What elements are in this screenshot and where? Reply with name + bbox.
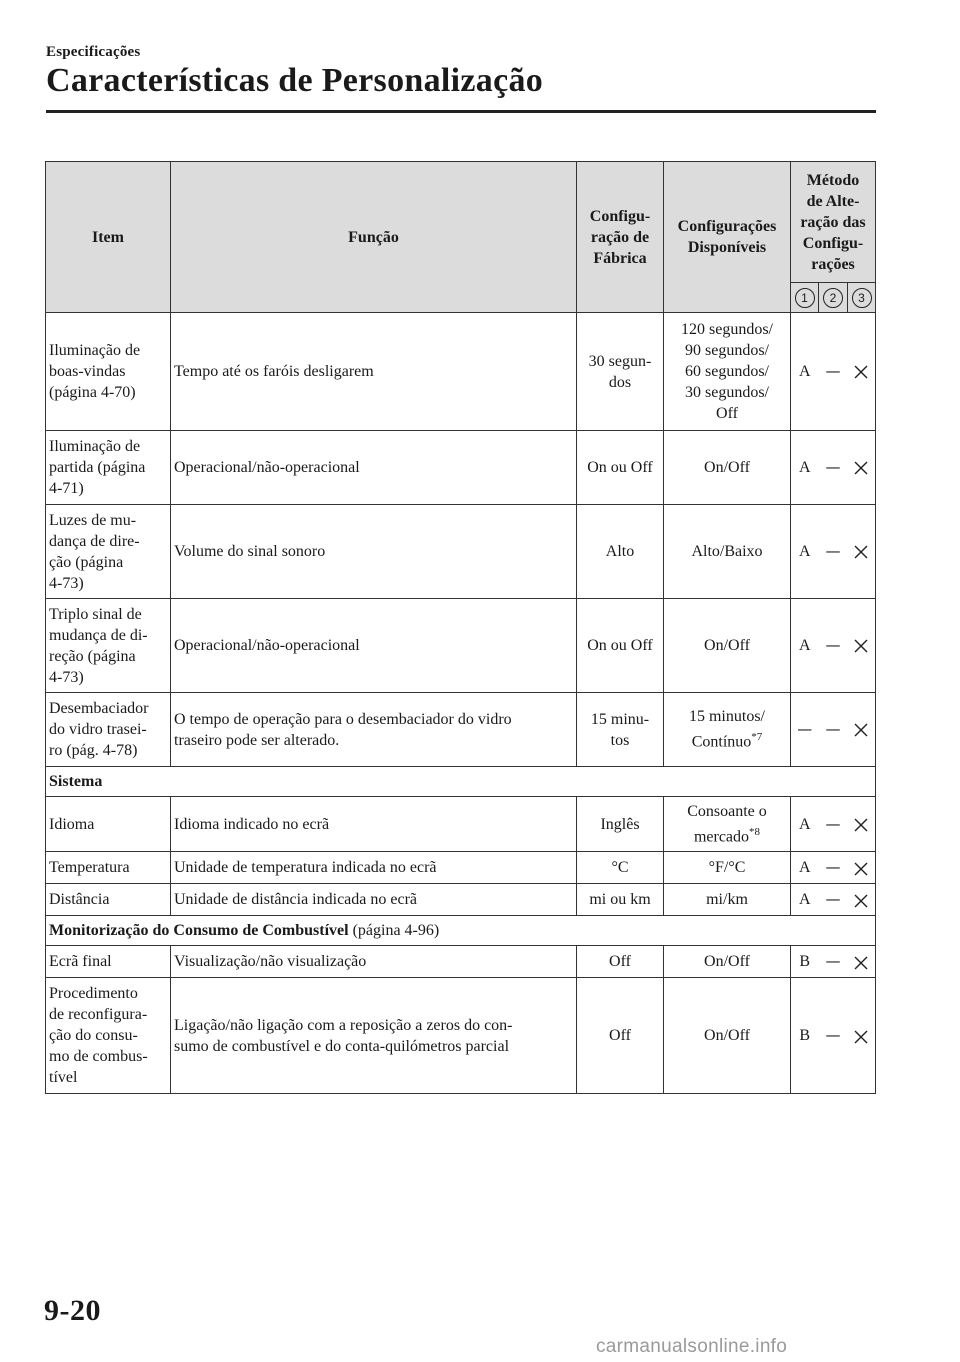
method-2-cell	[819, 978, 848, 1094]
method-value: B	[799, 1027, 811, 1045]
dash-mark: —	[825, 1026, 841, 1045]
item-cell: Ecrã final	[46, 946, 171, 978]
table-row	[46, 599, 876, 693]
available-settings-cell	[664, 884, 791, 916]
available-settings-cell	[664, 313, 791, 431]
method-1-cell	[791, 797, 819, 852]
cross-icon	[853, 638, 869, 654]
available-settings-cell	[664, 946, 791, 978]
factory-setting-cell: mi ou km	[577, 884, 664, 916]
function-cell: O tempo de operação para o desembaciador do vidro traseiro pode ser alterado.	[171, 693, 577, 767]
page-number: 9-20	[44, 1294, 101, 1327]
table-row	[46, 313, 876, 431]
column-header-factory-setting: Configu- ração de Fábrica	[577, 162, 664, 313]
available-settings-text: 120 segundos/ 90 segundos/ 60 segundos/ 30 segundos/ Off	[681, 321, 773, 422]
method-value: A	[798, 891, 811, 909]
available-settings-text: On/Off	[704, 953, 750, 971]
method-3-cell	[848, 599, 876, 693]
section-row-system	[46, 767, 876, 797]
dash-mark: —	[825, 890, 841, 909]
method-3-cell	[848, 431, 876, 505]
cross-icon	[853, 722, 869, 738]
factory-setting-cell: 30 segun- dos	[577, 313, 664, 431]
item-cell: Iluminação de boas-vindas (página 4-70)	[46, 313, 171, 431]
item-cell: Temperatura	[46, 852, 171, 884]
table-row	[46, 693, 876, 767]
method-2-cell	[819, 313, 848, 431]
cross-icon	[853, 893, 869, 909]
method-2-cell	[819, 505, 848, 599]
factory-setting-cell: Alto	[577, 505, 664, 599]
method-1-cell	[791, 884, 819, 916]
item-cell: Triplo sinal de mudança de di- reção (página 4-73)	[46, 599, 171, 693]
table-header-row	[46, 162, 876, 283]
method-2-cell	[819, 797, 848, 852]
method-value: A	[798, 637, 811, 654]
cross-icon	[853, 817, 869, 833]
method-1-cell	[791, 505, 819, 599]
available-settings-text: Consoante o mercado	[687, 803, 767, 846]
available-settings-text: mi/km	[706, 891, 748, 909]
customization-table	[45, 161, 876, 1094]
method-2-cell	[819, 852, 848, 884]
function-cell: Unidade de distância indicada no ecrã	[171, 884, 577, 916]
table-row	[46, 431, 876, 505]
cross-icon	[853, 544, 869, 560]
item-cell: Idioma	[46, 797, 171, 852]
function-cell: Tempo até os faróis desligarem	[171, 313, 577, 431]
method-value: A	[798, 363, 811, 380]
method-1-cell	[791, 852, 819, 884]
column-header-change-method: Método de Alte- ração das Configu- rações	[791, 162, 876, 283]
method-1-cell	[791, 946, 819, 978]
function-cell: Visualização/não visualização	[171, 946, 577, 978]
table-row	[46, 852, 876, 884]
method-number-1	[791, 283, 819, 313]
table-row	[46, 797, 876, 852]
factory-setting-cell: On ou Off	[577, 599, 664, 693]
method-number-2	[819, 283, 848, 313]
available-settings-cell	[664, 978, 791, 1094]
dash-mark: —	[825, 362, 841, 380]
method-2-cell	[819, 946, 848, 978]
available-settings-cell	[664, 693, 791, 767]
circled-number-icon: 2	[823, 288, 843, 308]
table-row	[46, 884, 876, 916]
circled-number-icon: 1	[795, 288, 815, 308]
section-page-reference: (página 4-96)	[348, 922, 440, 940]
method-value: B	[799, 953, 811, 971]
section-label: Especificações	[46, 44, 141, 60]
item-cell: Distância	[46, 884, 171, 916]
method-1-cell	[791, 978, 819, 1094]
item-cell: Desembaciador do vidro trasei- ro (pág. 4-78)	[46, 693, 171, 767]
footnote-marker: *7	[751, 731, 763, 744]
function-cell: Volume do sinal sonoro	[171, 505, 577, 599]
method-3-cell	[848, 693, 876, 767]
cross-icon	[853, 955, 869, 971]
available-settings-cell	[664, 505, 791, 599]
factory-setting-cell: Off	[577, 946, 664, 978]
available-settings-text: 15 minutos/ Contínuo	[688, 708, 765, 751]
section-row-fuel-monitor	[46, 916, 876, 946]
dash-mark: —	[825, 720, 841, 738]
column-header-item: Item	[46, 162, 171, 313]
method-2-cell	[819, 431, 848, 505]
factory-setting-cell: Off	[577, 978, 664, 1094]
function-cell: Idioma indicado no ecrã	[171, 797, 577, 852]
title-divider	[46, 110, 876, 113]
item-cell: Luzes de mu- dança de dire- ção (página 4-73)	[46, 505, 171, 599]
available-settings-text: Alto/Baixo	[691, 543, 763, 560]
method-value: A	[798, 459, 811, 476]
available-settings-text: On/Off	[704, 1027, 750, 1045]
available-settings-cell	[664, 599, 791, 693]
available-settings-text: On/Off	[704, 459, 750, 476]
dash-mark: —	[825, 814, 841, 833]
item-cell: Procedimento de reconfigura- ção do consu- mo de combus- tível	[46, 978, 171, 1094]
cross-icon	[853, 460, 869, 476]
page-title: Características de Personalização	[46, 62, 544, 99]
available-settings-cell	[664, 797, 791, 852]
function-cell: Unidade de temperatura indicada no ecrã	[171, 852, 577, 884]
column-header-available-settings: Configurações Disponíveis	[664, 162, 791, 313]
method-3-cell	[848, 797, 876, 852]
method-value: A	[798, 859, 811, 877]
factory-setting-cell: 15 minu- tos	[577, 693, 664, 767]
method-3-cell	[848, 884, 876, 916]
method-1-cell	[791, 313, 819, 431]
footnote-marker: *8	[749, 826, 761, 838]
section-heading-label: Sistema	[49, 773, 103, 790]
function-cell: Ligação/não ligação com a reposição a zeros do con- sumo de combustível e do conta-quilómetros parcial	[171, 978, 577, 1094]
method-3-cell	[848, 978, 876, 1094]
factory-setting-cell: °C	[577, 852, 664, 884]
function-cell: Operacional/não-operacional	[171, 599, 577, 693]
available-settings-cell	[664, 852, 791, 884]
dash-mark: —	[825, 858, 841, 877]
method-value: A	[798, 815, 811, 833]
cross-icon	[853, 364, 869, 380]
section-heading	[46, 767, 876, 797]
cross-icon	[853, 1029, 869, 1045]
section-heading-label: Monitorização do Consumo de Combustível	[49, 922, 349, 940]
method-3-cell	[848, 946, 876, 978]
dash-mark: —	[825, 542, 841, 560]
dash-mark: —	[825, 952, 841, 971]
method-1-cell	[791, 431, 819, 505]
dash-mark: —	[825, 636, 841, 654]
method-1-cell	[791, 693, 819, 767]
cross-icon	[853, 861, 869, 877]
method-2-cell	[819, 599, 848, 693]
item-cell: Iluminação de partida (página 4-71)	[46, 431, 171, 505]
method-value: A	[798, 543, 811, 560]
method-3-cell	[848, 505, 876, 599]
table-row	[46, 946, 876, 978]
watermark: carmanualsonline.info	[596, 1336, 788, 1357]
method-3-cell	[848, 852, 876, 884]
column-header-function: Função	[171, 162, 577, 313]
available-settings-text: On/Off	[704, 637, 750, 654]
section-heading	[46, 916, 876, 946]
method-1-cell	[791, 599, 819, 693]
available-settings-cell	[664, 431, 791, 505]
table-row	[46, 978, 876, 1094]
circled-number-icon: 3	[852, 288, 872, 308]
method-number-3	[848, 283, 876, 313]
method-3-cell	[848, 313, 876, 431]
factory-setting-cell: Inglês	[577, 797, 664, 852]
factory-setting-cell: On ou Off	[577, 431, 664, 505]
available-settings-text: °F/°C	[708, 859, 746, 877]
dash-mark: —	[797, 720, 813, 738]
table-row	[46, 505, 876, 599]
function-cell: Operacional/não-operacional	[171, 431, 577, 505]
method-2-cell	[819, 884, 848, 916]
dash-mark: —	[825, 458, 841, 476]
method-2-cell	[819, 693, 848, 767]
